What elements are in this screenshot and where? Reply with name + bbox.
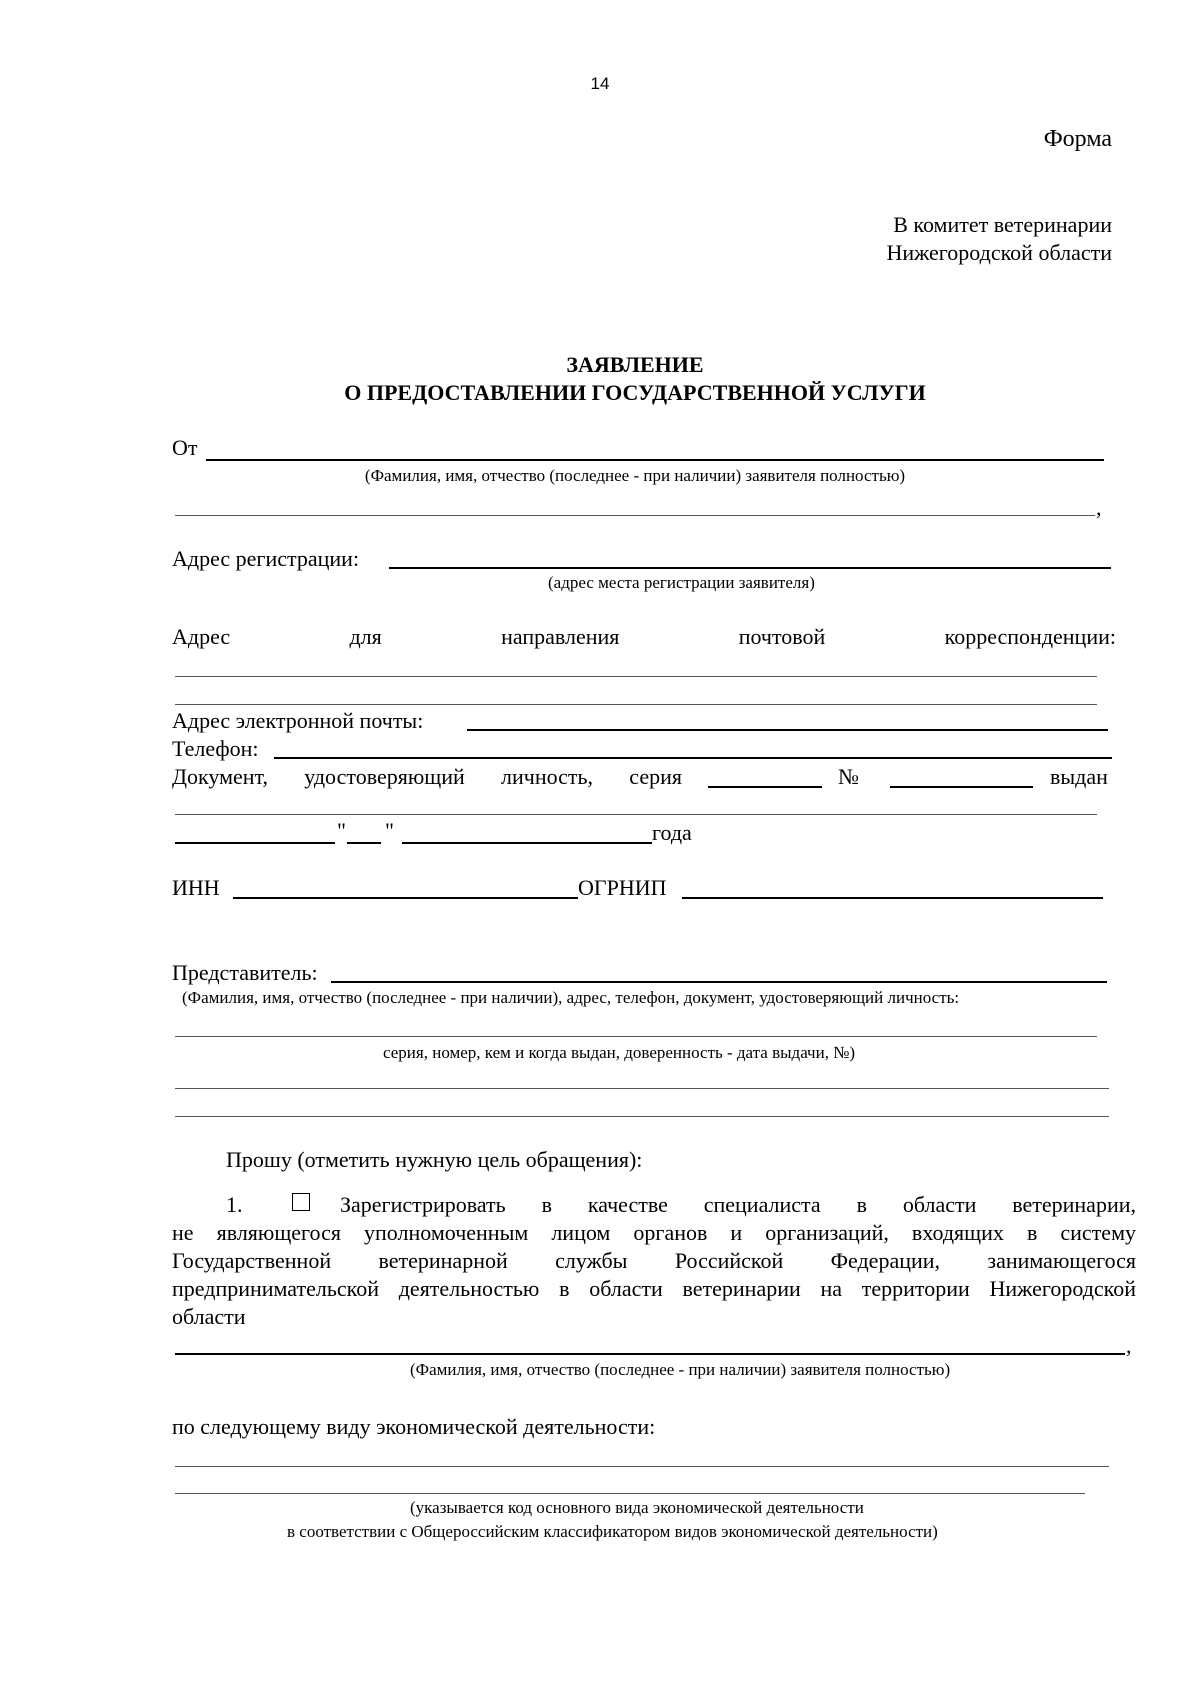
- request-intro: Прошу (отметить нужную цель обращения):: [226, 1147, 643, 1172]
- addressee-line1: В комитет ветеринарии: [893, 212, 1112, 237]
- id-doc-word: Документ,: [172, 764, 269, 789]
- issue-month-field[interactable]: [402, 842, 652, 844]
- issue-date-field-a[interactable]: [175, 842, 335, 844]
- document-subtitle: О ПРЕДОСТАВЛЕНИИ ГОСУДАРСТВЕННОЙ УСЛУГИ: [344, 380, 926, 405]
- postal-word: для: [349, 624, 382, 649]
- postal-address-field-line2[interactable]: [175, 704, 1097, 705]
- postal-address-label: [172, 624, 1116, 650]
- item-text-line4: предпринимательской деятельностью в области ветеринарии на территории Нижегородской: [172, 1276, 1136, 1301]
- applicant-hint: (Фамилия, имя, отчество (последнее - при наличии) заявителя полностью): [410, 1360, 951, 1379]
- quote-close: ": [385, 818, 394, 843]
- representative-hint1: (Фамилия, имя, отчество (последнее - при наличии), адрес, телефон, документ, удостоверяющий личность:: [182, 988, 960, 1007]
- document-title: ЗАЯВЛЕНИЕ: [566, 352, 704, 377]
- number-sign: №: [838, 764, 859, 789]
- item-number: 1.: [226, 1192, 243, 1217]
- year-label: года: [652, 820, 692, 845]
- id-number-field[interactable]: [890, 786, 1033, 788]
- email-label: Адрес электронной почты:: [172, 708, 424, 733]
- activity-field-line1[interactable]: [175, 1466, 1109, 1467]
- activity-hint2: в соответствии с Общероссийским классификатором видов экономической деятельности): [287, 1522, 938, 1541]
- applicant-name-field[interactable]: [206, 459, 1104, 461]
- ogrnip-label: ОГРНИП: [578, 875, 667, 900]
- representative-field-line4[interactable]: [175, 1116, 1109, 1117]
- email-field[interactable]: [467, 729, 1108, 731]
- page-number: 14: [590, 74, 610, 93]
- reg-address-field[interactable]: [389, 567, 1111, 569]
- item-text-line3: Государственной ветеринарной службы Российской Федерации, занимающегося: [172, 1248, 1136, 1273]
- postal-word: корреспонденции:: [944, 624, 1116, 649]
- item-text-last: области: [172, 1304, 246, 1329]
- representative-hint2: серия, номер, кем и когда выдан, доверенность - дата выдачи, №): [383, 1043, 856, 1062]
- id-doc-word: серия: [629, 764, 682, 789]
- applicant-full-name-field[interactable]: [175, 1353, 1125, 1355]
- activity-label: по следующему виду экономической деятельности:: [172, 1414, 656, 1439]
- comma: ,: [1096, 495, 1102, 520]
- issued-label: выдан: [1050, 764, 1108, 789]
- id-series-field[interactable]: [708, 786, 822, 788]
- id-doc-word: удостоверяющий: [304, 764, 465, 789]
- inn-field[interactable]: [233, 897, 578, 899]
- id-document-label: [172, 764, 682, 790]
- ogrnip-field[interactable]: [682, 897, 1103, 899]
- issue-day-field[interactable]: [347, 842, 381, 844]
- from-hint: (Фамилия, имя, отчество (последнее - при наличии) заявителя полностью): [364, 466, 906, 485]
- form-label: Форма: [1043, 126, 1112, 152]
- applicant-name-field-line2[interactable]: [175, 515, 1095, 516]
- reg-address-hint: (адрес места регистрации заявителя): [548, 573, 815, 592]
- quote-open: ": [337, 818, 346, 843]
- purpose-checkbox[interactable]: [292, 1193, 310, 1215]
- postal-word: почтовой: [738, 624, 826, 649]
- activity-hint1: (указывается код основного вида экономической деятельности: [410, 1498, 864, 1517]
- postal-address-field-line1[interactable]: [175, 676, 1097, 677]
- inn-label: ИНН: [172, 875, 220, 900]
- item-text-line1: Зарегистрировать в качестве специалиста в области ветеринарии,: [340, 1192, 1136, 1217]
- id-doc-word: личность,: [501, 764, 594, 789]
- reg-address-label: Адрес регистрации:: [172, 546, 360, 571]
- id-issued-by-field[interactable]: [175, 814, 1097, 815]
- postal-word: направления: [501, 624, 620, 649]
- postal-word: Адрес: [172, 624, 231, 649]
- phone-label: Телефон:: [172, 736, 259, 761]
- representative-field[interactable]: [331, 981, 1107, 983]
- addressee-line2: Нижегородской области: [886, 240, 1112, 265]
- representative-field-line2[interactable]: [175, 1036, 1097, 1037]
- comma: ,: [1126, 1333, 1132, 1358]
- item-text-line2: не являющегося уполномоченным лицом органов и организаций, входящих в систему: [172, 1220, 1136, 1245]
- activity-field-line2[interactable]: [175, 1493, 1085, 1494]
- representative-field-line3[interactable]: [175, 1088, 1109, 1089]
- representative-label: Представитель:: [172, 960, 318, 985]
- phone-field[interactable]: [274, 757, 1112, 759]
- checkbox-icon[interactable]: [292, 1193, 310, 1211]
- from-label: От: [172, 435, 198, 460]
